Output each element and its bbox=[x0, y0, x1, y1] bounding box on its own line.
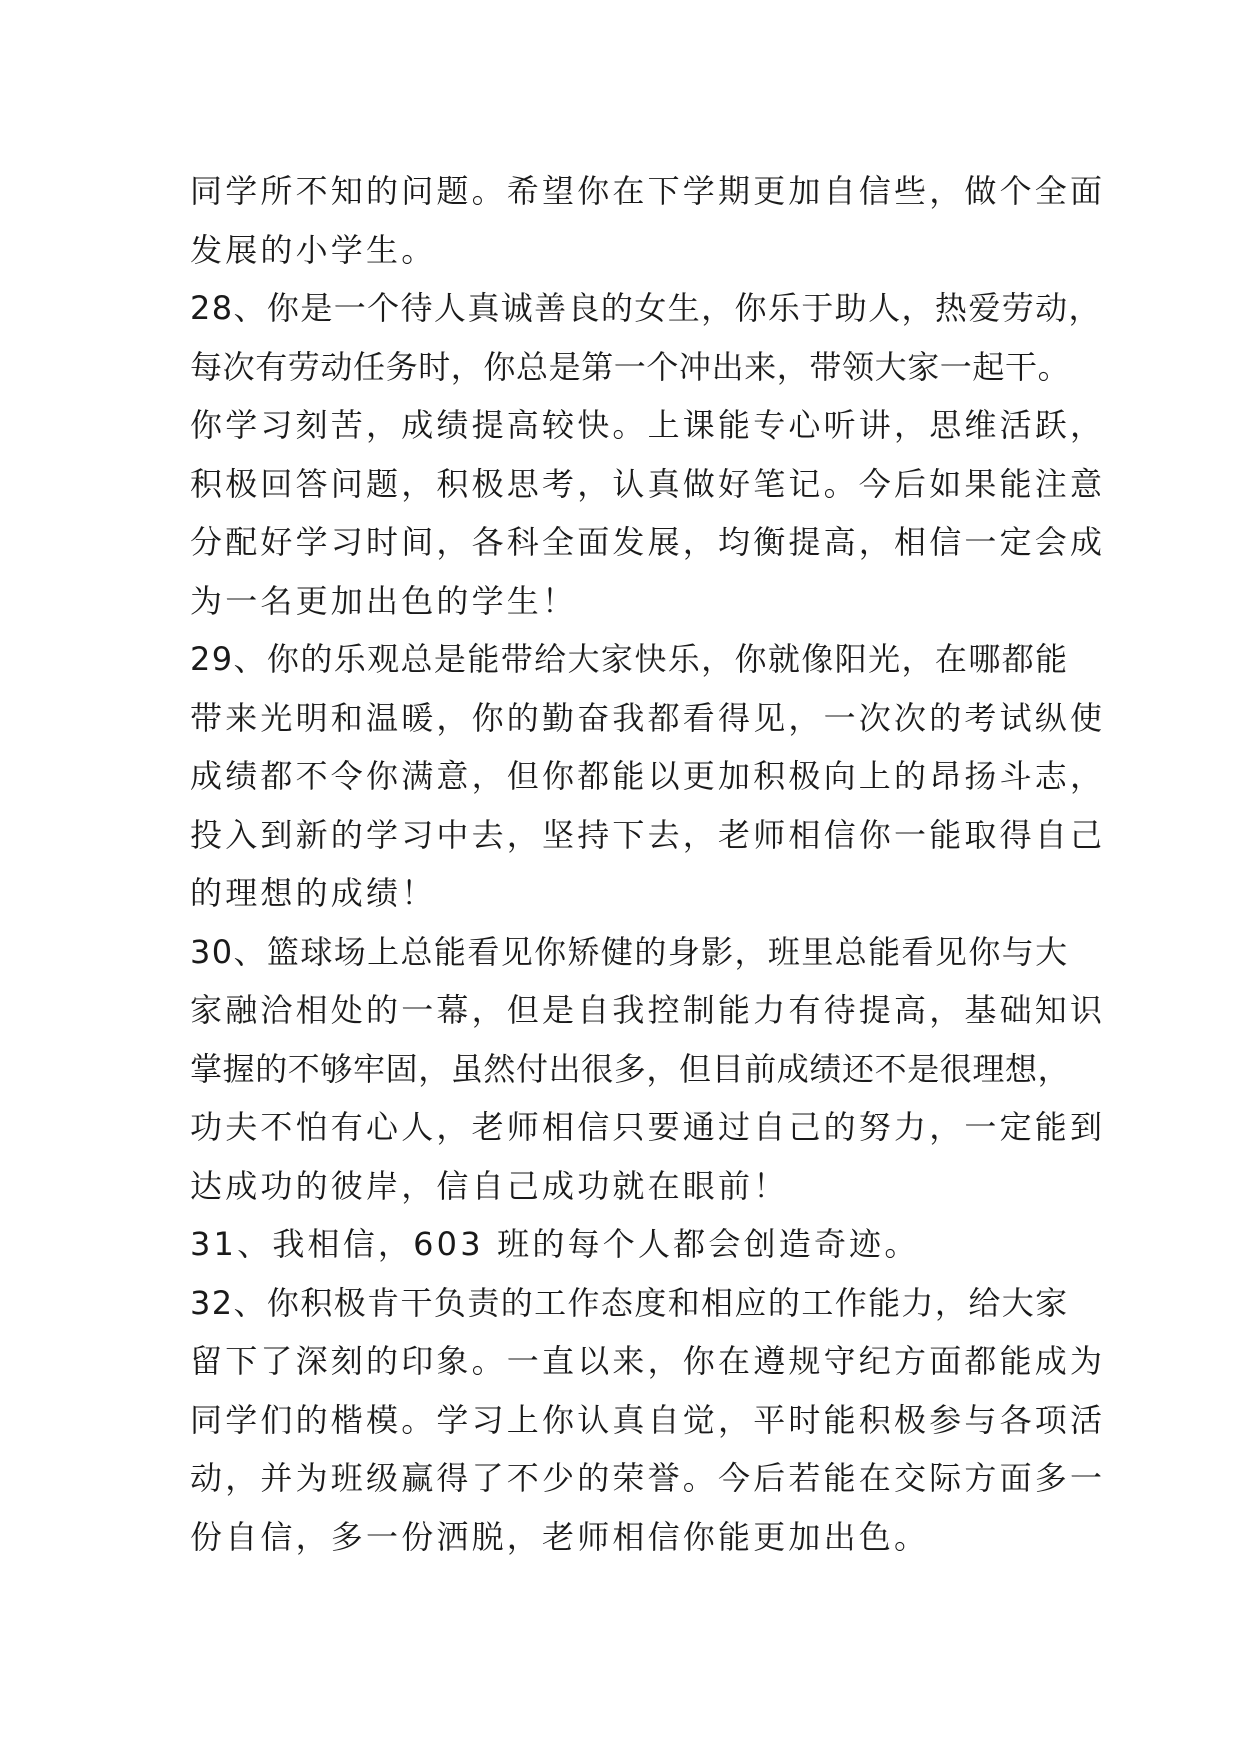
text-line: 28、你是一个待人真诚善良的女生，你乐于助人，热爱劳动， bbox=[190, 289, 1102, 327]
text-line: 同学们的楷模。学习上你认真自觉，平时能积极参与各项活 bbox=[190, 1400, 1106, 1439]
text-line: 分配好学习时间，各科全面发展，均衡提高，相信一定会成 bbox=[190, 523, 1106, 561]
text-line: 29、你的乐观总是能带给大家快乐，你就像阳光，在哪都能 bbox=[190, 640, 1069, 678]
document-body bbox=[190, 162, 1106, 1566]
text-line: 家融洽相处的一幕，但是自我控制能力有待提高，基础知识 bbox=[190, 991, 1106, 1029]
text-line: 为一名更加出色的学生！ bbox=[190, 581, 578, 620]
text-line: 32、你积极肯干负责的工作态度和相应的工作能力，给大家 bbox=[190, 1283, 1069, 1322]
text-line: 留下了深刻的印象。一直以来，你在遵规守纪方面都能成为 bbox=[190, 1342, 1106, 1380]
text-line: 投入到新的学习中去，坚持下去，老师相信你一能取得自己 bbox=[190, 815, 1106, 854]
text-line: 30、篮球场上总能看见你矫健的身影，班里总能看见你与大 bbox=[190, 932, 1069, 971]
text-line: 掌握的不够牢固，虽然付出很多，但目前成绩还不是很理想， bbox=[190, 1049, 1071, 1088]
text-line: 发展的小学生。 bbox=[190, 230, 437, 269]
text-line: 达成功的彼岸，信自己成功就在眼前！ bbox=[190, 1166, 789, 1205]
text-line: 同学所不知的问题。希望你在下学期更加自信些，做个全面 bbox=[190, 172, 1106, 210]
text-line: 份自信，多一份洒脱，老师相信你能更加出色。 bbox=[190, 1517, 930, 1556]
text-line: 积极回答问题，积极思考，认真做好笔记。今后如果能注意 bbox=[190, 464, 1106, 503]
text-line: 带来光明和温暖，你的勤奋我都看得见，一次次的考试纵使 bbox=[190, 698, 1106, 737]
text-line: 功夫不怕有心人，老师相信只要通过自己的努力，一定能到 bbox=[190, 1108, 1106, 1146]
text-line: 你学习刻苦，成绩提高较快。上课能专心听讲，思维活跃， bbox=[190, 406, 1106, 444]
text-line: 的理想的成绩！ bbox=[190, 874, 437, 912]
text-line: 每次有劳动任务时，你总是第一个冲出来，带领大家一起干。 bbox=[190, 347, 1071, 386]
text-line: 动，并为班级赢得了不少的荣誉。今后若能在交际方面多一 bbox=[190, 1459, 1106, 1497]
text-line: 31、我相信，603 班的每个人都会创造奇迹。 bbox=[190, 1225, 920, 1263]
text-line: 成绩都不令你满意，但你都能以更加积极向上的昂扬斗志， bbox=[190, 757, 1106, 795]
